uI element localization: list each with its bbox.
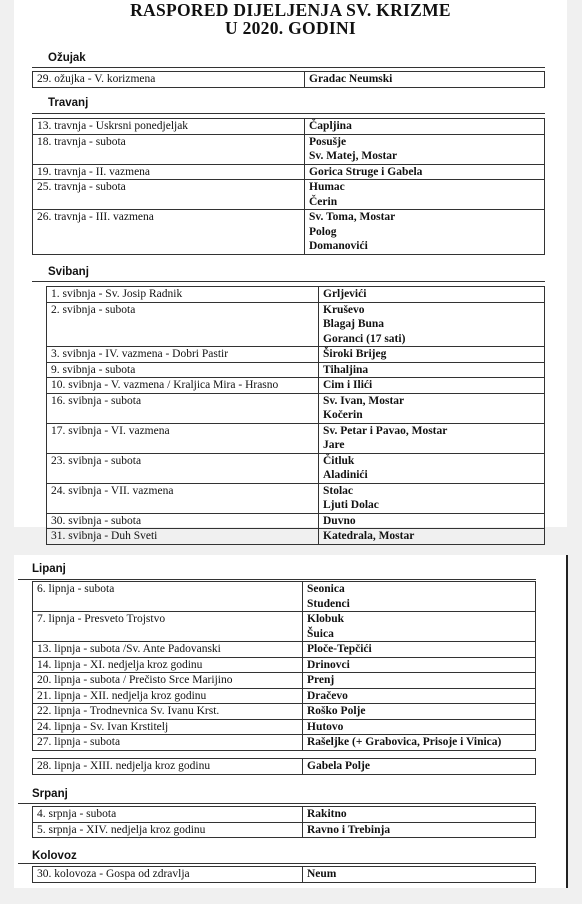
date-cell: 16. svibnja - subota — [47, 393, 319, 423]
table-row — [47, 302, 545, 347]
date-cell: 26. travnja - III. vazmena — [33, 210, 305, 255]
date-cell: 13. travnja - Uskrsni ponedjeljak — [33, 119, 305, 135]
place-cell: Široki Brijeg — [319, 347, 545, 363]
place-cell: Gradac Neumski — [305, 72, 545, 88]
date-cell: 20. lipnja - subota / Prečisto Srce Marijino — [33, 673, 303, 689]
table-srpanj — [32, 806, 536, 838]
table-row — [33, 612, 536, 642]
place-cell: Rašeljke (+ Grabovica, Prisoje i Vinica) — [303, 735, 536, 751]
table-row — [47, 423, 545, 453]
table-lipanj-2 — [32, 758, 536, 775]
page-title — [14, 0, 567, 37]
title-line-1: RASPORED DIJELJENJA SV. KRIZME — [130, 0, 451, 20]
table-row — [47, 287, 545, 303]
section-divider — [32, 67, 545, 68]
section-divider — [18, 863, 536, 864]
place-cell: Dračevo — [303, 688, 536, 704]
place-cell: Gabela Polje — [303, 759, 536, 775]
place-cell: Stolac Ljuti Dolac — [319, 483, 545, 513]
date-cell: 30. svibnja - subota — [47, 513, 319, 529]
date-cell: 18. travnja - subota — [33, 134, 305, 164]
date-cell: 23. svibnja - subota — [47, 453, 319, 483]
table-row — [33, 134, 545, 164]
date-cell: 19. travnja - II. vazmena — [33, 164, 305, 180]
date-cell: 24. svibnja - VII. vazmena — [47, 483, 319, 513]
table-row — [33, 807, 536, 823]
place-cell: Posušje Sv. Matej, Mostar — [305, 134, 545, 164]
section-label-travanj: Travanj — [48, 97, 89, 109]
place-cell: Čitluk Aladinići — [319, 453, 545, 483]
place-cell: Hutovo — [303, 719, 536, 735]
date-cell: 5. srpnja - XIV. nedjelja kroz godinu — [33, 822, 303, 838]
section-label-svibanj: Svibanj — [48, 266, 89, 278]
section-label-lipanj: Lipanj — [32, 563, 66, 575]
place-cell: Rakitno — [303, 807, 536, 823]
table-row — [47, 393, 545, 423]
place-cell: Klobuk Šuica — [303, 612, 536, 642]
section-label-ozujak: Ožujak — [48, 52, 86, 64]
table-row — [47, 347, 545, 363]
table-row — [33, 582, 536, 612]
date-cell: 27. lipnja - subota — [33, 735, 303, 751]
section-label-kolovoz: Kolovoz — [32, 850, 77, 862]
table-row — [33, 119, 545, 135]
place-cell: Humac Čerin — [305, 180, 545, 210]
table-svibanj — [46, 286, 545, 545]
place-cell: Seonica Studenci — [303, 582, 536, 612]
place-cell: Neum — [303, 867, 536, 883]
table-row — [47, 483, 545, 513]
table-row — [47, 378, 545, 394]
table-row — [33, 867, 536, 883]
date-cell: 3. svibnja - IV. vazmena - Dobri Pastir — [47, 347, 319, 363]
section-divider — [18, 579, 536, 580]
table-row — [33, 688, 536, 704]
place-cell: Grljevići — [319, 287, 545, 303]
date-cell: 6. lipnja - subota — [33, 582, 303, 612]
table-ozujak — [32, 71, 545, 88]
date-cell: 14. lipnja - XI. nedjelja kroz godinu — [33, 657, 303, 673]
table-body — [33, 867, 536, 883]
title-line-2: U 2020. GODINI — [224, 18, 357, 38]
section-divider — [18, 803, 536, 804]
table-row — [33, 657, 536, 673]
place-cell: Cim i Ilići — [319, 378, 545, 394]
place-cell: Roško Polje — [303, 704, 536, 720]
table-row — [33, 164, 545, 180]
section-divider — [32, 281, 545, 282]
date-cell: 22. lipnja - Trodnevnica Sv. Ivanu Krst. — [33, 704, 303, 720]
place-cell: Čapljina — [305, 119, 545, 135]
date-cell: 24. lipnja - Sv. Ivan Krstitelj — [33, 719, 303, 735]
schedule-page-1 — [14, 0, 567, 542]
table-row — [33, 735, 536, 751]
date-cell: 25. travnja - subota — [33, 180, 305, 210]
section-divider — [32, 113, 545, 114]
table-row — [33, 822, 536, 838]
place-cell: Sv. Petar i Pavao, Mostar Jare — [319, 423, 545, 453]
table-body — [33, 582, 536, 751]
table-row — [33, 719, 536, 735]
table-lipanj — [32, 581, 536, 751]
date-cell: 17. svibnja - VI. vazmena — [47, 423, 319, 453]
place-cell: Katedrala, Mostar — [319, 529, 545, 545]
date-cell: 9. svibnja - subota — [47, 362, 319, 378]
place-cell: Duvno — [319, 513, 545, 529]
place-cell: Ploče-Tepčići — [303, 642, 536, 658]
schedule-page-2 — [14, 555, 568, 888]
table-row — [33, 210, 545, 255]
place-cell: Sv. Toma, Mostar Polog Domanovići — [305, 210, 545, 255]
table-body — [33, 807, 536, 838]
table-row — [33, 673, 536, 689]
date-cell: 28. lipnja - XIII. nedjelja kroz godinu — [33, 759, 303, 775]
table-row — [47, 362, 545, 378]
date-cell: 10. svibnja - V. vazmena / Kraljica Mira - Hrasno — [47, 378, 319, 394]
place-cell: Gorica Struge i Gabela — [305, 164, 545, 180]
table-row — [47, 453, 545, 483]
table-row — [47, 529, 545, 545]
table-row — [33, 759, 536, 775]
table-body — [47, 287, 545, 545]
section-label-srpanj: Srpanj — [32, 788, 68, 800]
table-body — [33, 759, 536, 775]
date-cell: 2. svibnja - subota — [47, 302, 319, 347]
place-cell: Ravno i Trebinja — [303, 822, 536, 838]
table-kolovoz — [32, 866, 536, 883]
place-cell: Drinovci — [303, 657, 536, 673]
date-cell: 7. lipnja - Presveto Trojstvo — [33, 612, 303, 642]
place-cell: Sv. Ivan, Mostar Kočerin — [319, 393, 545, 423]
date-cell: 13. lipnja - subota /Sv. Ante Padovanski — [33, 642, 303, 658]
table-row — [33, 704, 536, 720]
date-cell: 30. kolovoza - Gospa od zdravlja — [33, 867, 303, 883]
table-body — [33, 119, 545, 255]
table-row — [47, 513, 545, 529]
table-row — [33, 642, 536, 658]
date-cell: 21. lipnja - XII. nedjelja kroz godinu — [33, 688, 303, 704]
date-cell: 29. ožujka - V. korizmena — [33, 72, 305, 88]
date-cell: 31. svibnja - Duh Sveti — [47, 529, 319, 545]
place-cell: Kruševo Blagaj Buna Goranci (17 sati) — [319, 302, 545, 347]
date-cell: 1. svibnja - Sv. Josip Radnik — [47, 287, 319, 303]
table-row — [33, 180, 545, 210]
place-cell: Tihaljina — [319, 362, 545, 378]
table-row — [33, 72, 545, 88]
table-travanj — [32, 118, 545, 255]
place-cell: Prenj — [303, 673, 536, 689]
date-cell: 4. srpnja - subota — [33, 807, 303, 823]
table-body — [33, 72, 545, 88]
